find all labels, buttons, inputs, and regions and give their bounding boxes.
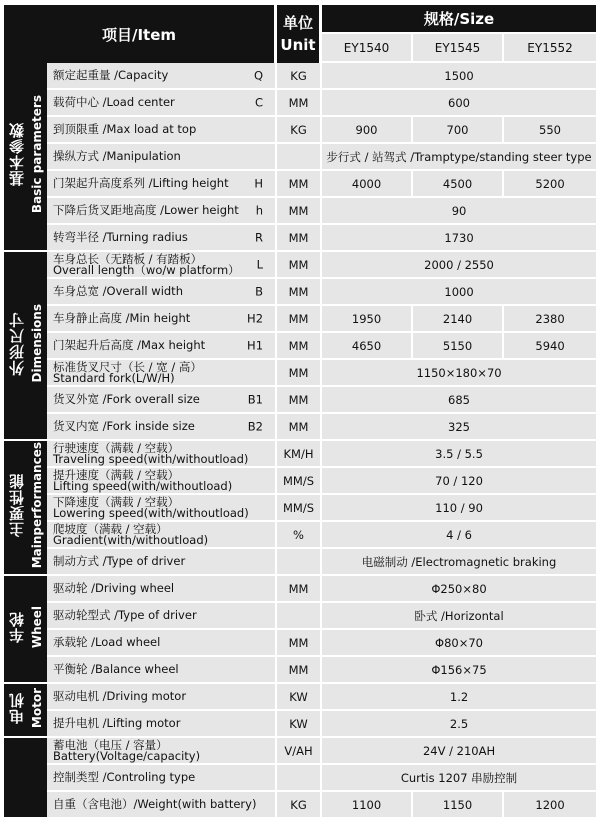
parameter-value: 1950	[322, 306, 413, 333]
parameter-unit: KM/H	[277, 441, 322, 468]
parameter-value: Φ250×80	[322, 576, 596, 603]
parameter-name-text: 自重（含电池）/Weight(with battery)	[53, 797, 257, 811]
model-ey1545: EY1545	[413, 34, 504, 63]
spec-row	[4, 630, 596, 657]
section-label-text	[6, 95, 46, 213]
section-label	[4, 252, 47, 441]
parameter-unit: MM	[277, 576, 322, 603]
parameter-name	[47, 468, 277, 495]
parameter-name	[47, 414, 277, 441]
parameter-value: 1.2	[322, 684, 596, 711]
parameter-symbol: Q	[253, 68, 264, 82]
section-label-text	[6, 688, 46, 728]
parameter-symbol: H1	[247, 338, 264, 352]
section-label-text	[6, 304, 46, 382]
spec-row	[4, 144, 596, 171]
spec-row	[4, 684, 596, 711]
spec-row	[4, 279, 596, 306]
parameter-name-text: 制动方式 /Type of driver	[53, 554, 186, 568]
parameter-unit: MM	[277, 387, 322, 414]
parameter-name-text: 额定起重量 /Capacity	[53, 68, 169, 82]
parameter-unit: MM	[277, 630, 322, 657]
parameter-unit: MM	[277, 306, 322, 333]
parameter-name	[47, 576, 277, 603]
parameter-value: 5940	[504, 333, 596, 360]
parameter-name-text: 下降速度（满载 / 空载）	[53, 495, 180, 509]
parameter-name-text: 驱动电机 /Driving motor	[53, 689, 187, 703]
parameter-name-text: 驱动轮 /Driving wheel	[53, 581, 175, 595]
section-label-zh: 电机	[7, 692, 26, 724]
section-label	[4, 441, 47, 576]
parameter-name	[47, 360, 277, 387]
section-label-zh: 外形尺寸	[7, 311, 26, 376]
parameter-symbol: h	[255, 203, 264, 217]
parameter-unit: MM	[277, 333, 322, 360]
parameter-unit: MM	[277, 171, 322, 198]
spec-row	[4, 765, 596, 792]
parameter-value: 5200	[504, 171, 596, 198]
spec-row	[4, 333, 596, 360]
parameter-value: 700	[413, 117, 504, 144]
parameter-name	[47, 441, 277, 468]
spec-row	[4, 792, 596, 819]
spec-row	[4, 414, 596, 441]
parameter-name-text: 车身总宽 /Overall width	[53, 284, 183, 298]
spec-row	[4, 657, 596, 684]
spec-row	[4, 711, 596, 738]
spec-row	[4, 495, 596, 522]
parameter-name-text: 门架起升后高度 /Max height	[53, 338, 206, 352]
parameter-unit: V/AH	[277, 738, 322, 765]
parameter-unit: KG	[277, 117, 322, 144]
section-label-text	[6, 442, 46, 568]
parameter-name	[47, 171, 277, 198]
parameter-value: 4 / 6	[322, 522, 596, 549]
parameter-name-text: 行驶速度（满载 / 空载）	[53, 441, 180, 455]
parameter-value: 4650	[322, 333, 413, 360]
parameter-symbol: H2	[247, 311, 264, 325]
parameter-symbol: H	[254, 176, 264, 190]
parameter-name	[47, 63, 277, 90]
parameter-unit: MM	[277, 414, 322, 441]
parameter-value: 600	[322, 90, 596, 117]
parameter-value: 325	[322, 414, 596, 441]
parameter-unit	[277, 144, 322, 171]
parameter-name	[47, 279, 277, 306]
parameter-name	[47, 225, 277, 252]
parameter-unit: MM	[277, 90, 322, 117]
parameter-value: 2380	[504, 306, 596, 333]
section-label	[4, 684, 47, 738]
parameter-name-en: Traveling speed(with/withoutload)	[53, 451, 249, 466]
parameter-name	[47, 333, 277, 360]
parameter-value: 1500	[322, 63, 596, 90]
parameter-name-text: 下降后货叉距地高度 /Lower height	[53, 203, 239, 217]
parameter-symbol: B2	[247, 419, 264, 433]
parameter-symbol: R	[255, 230, 264, 244]
parameter-value: Φ156×75	[322, 657, 596, 684]
parameter-value: 90	[322, 198, 596, 225]
spec-row	[4, 90, 596, 117]
parameter-name-text: 车身静止高度 /Min height	[53, 311, 191, 325]
parameter-symbol: B	[255, 284, 264, 298]
parameter-unit	[277, 549, 322, 576]
parameter-unit: KW	[277, 711, 322, 738]
parameter-value: 24V / 210AH	[322, 738, 596, 765]
parameter-value: 685	[322, 387, 596, 414]
section-label	[4, 63, 47, 252]
parameter-name	[47, 522, 277, 549]
parameter-value: 1730	[322, 225, 596, 252]
parameter-symbol: L	[256, 257, 264, 271]
parameter-name-text: 控制类型 /Controling type	[53, 770, 196, 784]
parameter-name-text: 标准货叉尺寸（长 / 宽 / 高）	[53, 360, 202, 374]
parameter-name	[47, 90, 277, 117]
parameter-value: 2.5	[322, 711, 596, 738]
parameter-unit: %	[277, 522, 322, 549]
parameter-name	[47, 738, 277, 765]
parameter-name	[47, 765, 277, 792]
spec-row	[4, 252, 596, 279]
parameter-name-text: 提升速度（满载 / 空载）	[53, 468, 180, 482]
parameter-unit	[277, 603, 322, 630]
parameter-name-en: Lowering speed(with/withoutload)	[53, 505, 249, 520]
header-unit-en: Unit	[280, 36, 316, 54]
header-unit-zh: 单位	[283, 14, 314, 32]
parameter-name	[47, 387, 277, 414]
parameter-value: 4500	[413, 171, 504, 198]
parameter-unit: MM	[277, 225, 322, 252]
parameter-name	[47, 252, 277, 279]
section-label-en: Basic parameters	[29, 95, 44, 214]
parameter-name-en: Standard fork(L/W/H)	[53, 370, 175, 385]
parameter-name-text: 爬坡度（满载 / 空载）	[53, 522, 168, 536]
parameter-name	[47, 495, 277, 522]
parameter-value: Curtis 1207 串励控制	[322, 765, 596, 792]
spec-row	[4, 225, 596, 252]
spec-row	[4, 63, 596, 90]
section-label-en: Mainperformances	[29, 442, 44, 569]
parameter-name-text: 门架起升高度系列 /Lifting height	[53, 176, 229, 190]
parameter-name	[47, 792, 277, 819]
parameter-value: 1150×180×70	[322, 360, 596, 387]
parameter-name-text: 转弯半径 /Turning radius	[53, 230, 188, 244]
spec-row	[4, 117, 596, 144]
parameter-name-en: Gradient(with/withoutload)	[53, 532, 209, 547]
section-label-zh: 主要性能	[7, 473, 26, 538]
parameter-value: 2000 / 2550	[322, 252, 596, 279]
spec-row	[4, 603, 596, 630]
parameter-unit	[277, 765, 322, 792]
parameter-value: 3.5 / 5.5	[322, 441, 596, 468]
parameter-unit: MM/S	[277, 468, 322, 495]
parameter-name	[47, 549, 277, 576]
parameter-unit: MM	[277, 198, 322, 225]
parameter-value: 70 / 120	[322, 468, 596, 495]
parameter-value: 550	[504, 117, 596, 144]
parameter-value: 1100	[322, 792, 413, 819]
parameter-name-text: 驱动轮型式 /Type of driver	[53, 608, 197, 622]
parameter-unit: MM/S	[277, 495, 322, 522]
spec-table	[4, 5, 596, 819]
parameter-name-text: 货叉外宽 /Fork overall size	[53, 392, 200, 406]
section-label	[4, 576, 47, 684]
section-label-en: Wheel	[29, 605, 44, 649]
parameter-name	[47, 144, 277, 171]
parameter-value: 步行式 / 站驾式 /Tramptype/standing steer type	[322, 144, 596, 171]
parameter-unit: MM	[277, 360, 322, 387]
parameter-value: 卧式 /Horizontal	[322, 603, 596, 630]
section-label-zh: 车轮	[7, 611, 26, 643]
parameter-name-en: Battery(Voltage/capacity)	[53, 748, 201, 763]
parameter-value: 电磁制动 /Electromagnetic braking	[322, 549, 596, 576]
parameter-value: 5150	[413, 333, 504, 360]
section-label-en: Motor	[29, 687, 44, 729]
parameter-value: 900	[322, 117, 413, 144]
section-label-text	[6, 606, 46, 648]
spec-row	[4, 360, 596, 387]
parameter-value: 110 / 90	[322, 495, 596, 522]
header-item: 项目/Item	[4, 5, 277, 63]
parameter-name-text: 承载轮 /Load wheel	[53, 635, 161, 649]
parameter-name-en: Overall length（wo/w platform）	[53, 262, 240, 277]
parameter-name-text: 车身总长（无踏板 / 有踏板）	[53, 252, 203, 266]
parameter-unit: MM	[277, 657, 322, 684]
parameter-value: 1150	[413, 792, 504, 819]
parameter-unit: MM	[277, 279, 322, 306]
parameter-value: 1200	[504, 792, 596, 819]
parameter-value: 1000	[322, 279, 596, 306]
model-ey1540: EY1540	[322, 34, 413, 63]
parameter-name-text: 到顶限重 /Max load at top	[53, 122, 197, 136]
header-size: 规格/Size	[322, 5, 596, 34]
spec-row	[4, 522, 596, 549]
parameter-name-text: 操纵方式 /Manipulation	[53, 149, 181, 163]
parameter-name-text: 平衡轮 /Balance wheel	[53, 662, 179, 676]
parameter-value: 2140	[413, 306, 504, 333]
parameter-symbol: C	[254, 95, 264, 109]
spec-row	[4, 549, 596, 576]
parameter-unit: KW	[277, 684, 322, 711]
parameter-value: 4000	[322, 171, 413, 198]
parameter-name	[47, 684, 277, 711]
spec-row	[4, 387, 596, 414]
parameter-unit: MM	[277, 252, 322, 279]
parameter-name-text: 提升电机 /Lifting motor	[53, 716, 181, 730]
section-label-en: Dimensions	[29, 304, 44, 383]
parameter-value: Φ80×70	[322, 630, 596, 657]
parameter-name	[47, 711, 277, 738]
header-unit	[277, 5, 322, 63]
parameter-name-text: 货叉内宽 /Fork inside size	[53, 419, 195, 433]
parameter-name-en: Lifting speed(with/withoutload)	[53, 478, 233, 493]
spec-row	[4, 306, 596, 333]
parameter-symbol: B1	[247, 392, 264, 406]
spec-row	[4, 441, 596, 468]
spec-row	[4, 198, 596, 225]
parameter-name	[47, 117, 277, 144]
parameter-name	[47, 630, 277, 657]
parameter-unit: KG	[277, 792, 322, 819]
parameter-name	[47, 306, 277, 333]
parameter-name	[47, 657, 277, 684]
spec-row	[4, 468, 596, 495]
spec-row	[4, 738, 596, 765]
section-label-zh: 基本参数	[7, 122, 26, 187]
model-ey1552: EY1552	[504, 34, 596, 63]
parameter-name	[47, 198, 277, 225]
parameter-name	[47, 603, 277, 630]
spec-row	[4, 576, 596, 603]
parameter-name-text: 载荷中心 /Load center	[53, 95, 175, 109]
section-label	[4, 738, 47, 819]
parameter-name-text: 蓄电池（电压 / 容量）	[53, 738, 168, 752]
spec-row	[4, 171, 596, 198]
parameter-unit: KG	[277, 63, 322, 90]
